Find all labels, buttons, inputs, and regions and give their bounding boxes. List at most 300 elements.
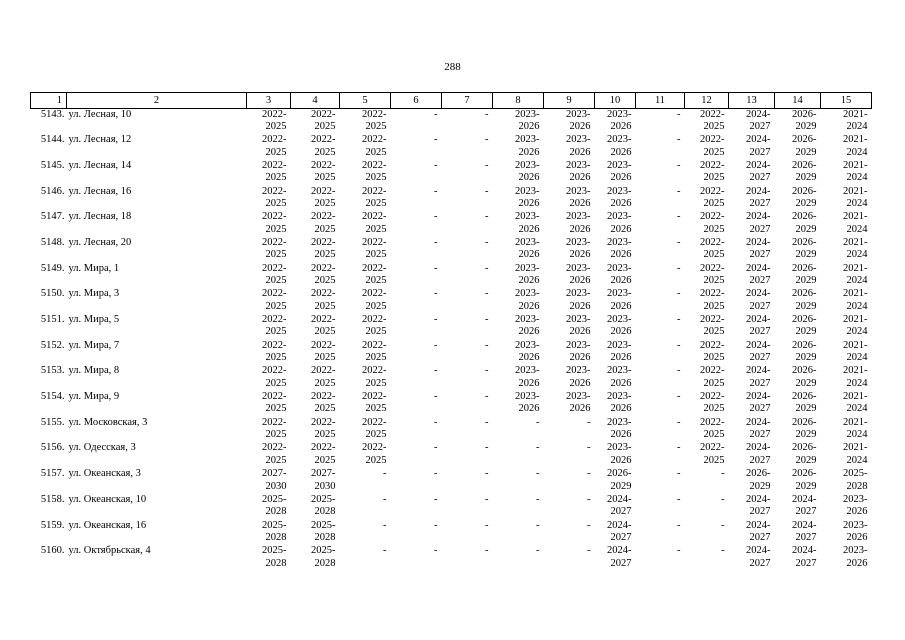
year-range-cell: - (485, 391, 489, 403)
column-header: 5 (340, 93, 391, 109)
year-range-cell: - (721, 468, 725, 480)
table-row (31, 109, 872, 135)
year-range-cell: - (536, 519, 540, 531)
address-cell: ул. Лесная, 12 (68, 134, 132, 146)
year-range-cell: 2022- 2025 (311, 288, 336, 312)
year-range-cell: 2022- 2025 (700, 365, 725, 389)
year-range-cell: 2023- 2026 (566, 236, 591, 261)
year-range-cell: - (587, 493, 591, 505)
year-range-cell: 2022- 2025 (700, 314, 725, 338)
year-range-cell: - (677, 416, 681, 428)
row-number: 5151. (40, 314, 65, 325)
year-range-cell: - (677, 339, 681, 351)
year-range-cell: 2022- 2025 (362, 288, 387, 312)
year-range-cell: 2023- 2026 (515, 288, 540, 312)
table-row (31, 468, 872, 494)
year-range-cell: 2023- 2026 (515, 159, 540, 184)
column-header: 12 (685, 93, 729, 109)
year-range-cell: 2023- 2026 (566, 339, 591, 364)
year-range-cell: 2021- 2024 (843, 262, 868, 287)
year-range-cell: 2022- 2025 (311, 109, 336, 133)
year-range-cell: 2026- 2029 (792, 442, 817, 466)
year-range-cell: 2024- 2027 (792, 493, 817, 518)
year-range-cell: - (434, 288, 438, 300)
year-range-cell: 2022- 2025 (311, 236, 336, 261)
year-range-cell: 2024- 2027 (746, 545, 771, 569)
year-range-cell: 2025- 2028 (262, 493, 287, 518)
row-number: 5156. (40, 442, 65, 454)
year-range-cell: 2021- 2024 (843, 314, 868, 338)
year-range-cell: - (587, 416, 591, 428)
year-range-cell: - (434, 416, 438, 428)
table-row (31, 134, 872, 160)
year-range-cell: 2022- 2025 (262, 134, 287, 158)
year-range-cell: 2023- 2026 (566, 391, 591, 415)
year-range-cell: 2022- 2025 (262, 391, 287, 415)
year-range-cell: 2024- 2027 (792, 545, 817, 569)
year-range-cell: 2023- 2026 (607, 288, 632, 312)
schedule-table (30, 92, 872, 571)
year-range-cell: 2023- 2026 (515, 391, 540, 415)
table-row (31, 391, 872, 417)
year-range-cell: 2025- 2028 (311, 493, 336, 518)
address-cell: ул. Океанская, 16 (68, 519, 147, 531)
page-number: 288 (444, 61, 461, 73)
year-range-cell: - (485, 109, 489, 120)
year-range-cell: 2022- 2025 (700, 416, 725, 441)
year-range-cell: 2021- 2024 (843, 288, 868, 312)
year-range-cell: 2023- 2026 (515, 211, 540, 235)
year-range-cell: 2021- 2024 (843, 442, 868, 466)
year-range-cell: 2024- 2027 (746, 185, 771, 209)
row-number: 5150. (40, 288, 65, 300)
year-range-cell: 2022- 2025 (311, 185, 336, 209)
table-row (31, 340, 872, 366)
year-range-cell: 2024- 2027 (607, 519, 632, 543)
table-row (31, 211, 872, 237)
year-range-cell: - (434, 468, 438, 480)
year-range-cell: - (536, 493, 540, 505)
year-range-cell: - (485, 545, 489, 557)
year-range-cell: 2022- 2025 (262, 262, 287, 287)
year-range-cell: 2023- 2026 (607, 185, 632, 209)
year-range-cell: 2026- 2029 (792, 391, 817, 415)
year-range-cell: - (677, 468, 681, 480)
row-number: 5148. (40, 236, 65, 248)
column-header: 6 (391, 93, 442, 109)
column-header: 8 (493, 93, 544, 109)
year-range-cell: - (485, 159, 489, 171)
row-number: 5152. (40, 339, 65, 351)
table-row (31, 186, 872, 212)
year-range-cell: - (383, 519, 387, 531)
year-range-cell: 2021- 2024 (843, 236, 868, 261)
year-range-cell: 2026- 2029 (792, 134, 817, 158)
table-row (31, 160, 872, 186)
year-range-cell: 2026- 2029 (792, 314, 817, 338)
year-range-cell: 2026- 2029 (792, 416, 817, 441)
year-range-cell: 2024- 2027 (746, 365, 771, 389)
year-range-cell: - (434, 236, 438, 248)
year-range-cell: 2026- 2029 (792, 339, 817, 364)
row-number: 5149. (40, 262, 65, 274)
year-range-cell: 2022- 2025 (700, 288, 725, 312)
year-range-cell: 2021- 2024 (843, 185, 868, 209)
address-cell: ул. Океанская, 3 (68, 468, 141, 480)
year-range-cell: 2024- 2027 (746, 519, 771, 543)
year-range-cell: 2023- 2026 (607, 314, 632, 338)
year-range-cell: 2022- 2025 (362, 109, 387, 133)
table-row (31, 520, 872, 546)
year-range-cell: - (536, 545, 540, 557)
year-range-cell: - (434, 134, 438, 146)
year-range-cell: 2023- 2026 (566, 134, 591, 158)
year-range-cell: 2022- 2025 (700, 442, 725, 466)
row-number: 5147. (40, 211, 65, 223)
year-range-cell: - (485, 288, 489, 300)
year-range-cell: - (434, 262, 438, 274)
table-row (31, 545, 872, 571)
year-range-cell: 2026- 2029 (792, 468, 817, 492)
year-range-cell: 2023- 2026 (515, 339, 540, 364)
year-range-cell: - (677, 262, 681, 274)
year-range-cell: - (383, 468, 387, 480)
year-range-cell: - (587, 442, 591, 454)
year-range-cell: 2022- 2025 (362, 211, 387, 235)
year-range-cell: 2024- 2027 (746, 159, 771, 184)
column-header: 7 (442, 93, 493, 109)
year-range-cell: 2022- 2025 (311, 314, 336, 338)
year-range-cell: 2021- 2024 (843, 109, 868, 133)
year-range-cell: 2024- 2027 (746, 391, 771, 415)
year-range-cell: 2027- 2030 (311, 468, 336, 492)
year-range-cell: 2022- 2025 (362, 365, 387, 389)
year-range-cell: - (587, 468, 591, 480)
year-range-cell: 2021- 2024 (843, 339, 868, 364)
year-range-cell: 2022- 2025 (262, 365, 287, 389)
year-range-cell: 2025- 2028 (262, 519, 287, 543)
year-range-cell: 2023- 2026 (515, 236, 540, 261)
year-range-cell: 2022- 2025 (262, 185, 287, 209)
year-range-cell: 2025- 2028 (311, 519, 336, 543)
year-range-cell: 2024- 2027 (746, 416, 771, 441)
year-range-cell: 2023- 2026 (515, 314, 540, 338)
year-range-cell: 2023- 2026 (566, 211, 591, 235)
year-range-cell: 2024- 2027 (746, 314, 771, 338)
year-range-cell: - (485, 442, 489, 454)
year-range-cell: - (485, 519, 489, 531)
year-range-cell: - (485, 262, 489, 274)
year-range-cell: 2024- 2027 (746, 211, 771, 235)
year-range-cell: 2026- 2029 (792, 109, 817, 133)
year-range-cell: 2022- 2025 (311, 262, 336, 287)
year-range-cell: 2022- 2025 (362, 262, 387, 287)
column-header: 15 (821, 93, 872, 109)
address-cell: ул. Мира, 9 (68, 391, 120, 403)
year-range-cell: 2023- 2026 (843, 493, 868, 518)
year-range-cell: 2024- 2027 (746, 493, 771, 518)
year-range-cell: - (677, 185, 681, 197)
address-cell: ул. Мира, 1 (68, 262, 120, 274)
year-range-cell: 2026- 2029 (792, 262, 817, 287)
year-range-cell: - (587, 545, 591, 557)
year-range-cell: 2022- 2025 (362, 159, 387, 184)
year-range-cell: 2022- 2025 (311, 339, 336, 364)
year-range-cell: - (677, 493, 681, 505)
year-range-cell: - (677, 159, 681, 171)
year-range-cell: 2022- 2025 (311, 134, 336, 158)
column-header: 11 (636, 93, 685, 109)
year-range-cell: 2024- 2027 (746, 339, 771, 364)
year-range-cell: 2024- 2027 (746, 134, 771, 158)
year-range-cell: 2022- 2025 (700, 134, 725, 158)
year-range-cell: 2021- 2024 (843, 365, 868, 389)
year-range-cell: - (721, 493, 725, 505)
year-range-cell: - (677, 442, 681, 454)
table-row (31, 237, 872, 263)
year-range-cell: 2023- 2026 (607, 365, 632, 389)
year-range-cell: 2023- 2026 (566, 288, 591, 312)
row-number: 5146. (40, 185, 65, 197)
year-range-cell: - (434, 314, 438, 325)
year-range-cell: 2022- 2025 (262, 159, 287, 184)
year-range-cell: 2023- 2026 (566, 314, 591, 338)
year-range-cell: 2023- 2026 (843, 519, 868, 543)
year-range-cell: 2022- 2025 (362, 185, 387, 209)
year-range-cell: 2022- 2025 (700, 109, 725, 133)
row-number: 5144. (40, 134, 65, 146)
year-range-cell: 2023- 2026 (607, 109, 632, 133)
year-range-cell: 2022- 2025 (362, 236, 387, 261)
year-range-cell: - (434, 442, 438, 454)
year-range-cell: 2022- 2025 (700, 262, 725, 287)
year-range-cell: 2022- 2025 (700, 159, 725, 184)
year-range-cell: 2026- 2029 (607, 468, 632, 492)
table-body (31, 109, 872, 571)
year-range-cell: 2022- 2025 (362, 416, 387, 441)
year-range-cell: 2025- 2028 (843, 468, 868, 492)
table-row (31, 365, 872, 391)
year-range-cell: 2026- 2029 (792, 185, 817, 209)
year-range-cell: - (677, 288, 681, 300)
row-number: 5158. (40, 493, 65, 505)
year-range-cell: - (677, 134, 681, 146)
year-range-cell: 2022- 2025 (700, 236, 725, 261)
address-cell: ул. Московская, 3 (68, 416, 148, 428)
address-cell: ул. Лесная, 20 (68, 236, 132, 248)
table-row (31, 417, 872, 443)
year-range-cell: - (434, 159, 438, 171)
row-number: 5159. (40, 519, 65, 531)
year-range-cell: - (485, 416, 489, 428)
year-range-cell: - (677, 391, 681, 403)
year-range-cell: 2021- 2024 (843, 416, 868, 441)
year-range-cell: 2021- 2024 (843, 391, 868, 415)
year-range-cell: 2023- 2026 (607, 262, 632, 287)
year-range-cell: 2023- 2026 (515, 365, 540, 389)
year-range-cell: 2022- 2025 (362, 442, 387, 466)
year-range-cell: - (677, 109, 681, 120)
address-cell: ул. Лесная, 18 (68, 211, 132, 223)
year-range-cell: - (485, 468, 489, 480)
year-range-cell: 2023- 2026 (566, 159, 591, 184)
year-range-cell: 2023- 2026 (607, 391, 632, 415)
year-range-cell: 2024- 2027 (607, 493, 632, 518)
year-range-cell: - (485, 493, 489, 505)
year-range-cell: 2022- 2025 (700, 339, 725, 364)
year-range-cell: 2022- 2025 (700, 185, 725, 209)
year-range-cell: 2022- 2025 (262, 288, 287, 312)
year-range-cell: 2023- 2026 (566, 365, 591, 389)
year-range-cell: 2021- 2024 (843, 134, 868, 158)
address-cell: ул. Лесная, 14 (68, 159, 132, 171)
year-range-cell: - (536, 442, 540, 454)
year-range-cell: 2024- 2027 (746, 288, 771, 312)
table-row (31, 314, 872, 340)
year-range-cell: 2023- 2026 (607, 211, 632, 235)
year-range-cell: - (677, 545, 681, 557)
year-range-cell: 2023- 2026 (515, 185, 540, 209)
year-range-cell: 2025- 2028 (262, 545, 287, 569)
year-range-cell: 2022- 2025 (262, 211, 287, 235)
column-header: 9 (544, 93, 595, 109)
row-number: 5157. (40, 468, 65, 480)
year-range-cell: 2022- 2025 (311, 391, 336, 415)
year-range-cell: - (677, 519, 681, 531)
year-range-cell: 2022- 2025 (262, 236, 287, 261)
year-range-cell: - (677, 365, 681, 377)
row-number: 5153. (40, 365, 65, 377)
address-cell: ул. Одесская, 3 (68, 442, 136, 454)
year-range-cell: - (536, 468, 540, 480)
year-range-cell: - (434, 109, 438, 120)
year-range-cell: 2022- 2025 (311, 211, 336, 235)
table-row (31, 442, 872, 468)
year-range-cell: 2023- 2026 (515, 262, 540, 287)
year-range-cell: 2022- 2025 (262, 109, 287, 133)
year-range-cell: 2023- 2026 (607, 339, 632, 364)
year-range-cell: 2022- 2025 (311, 159, 336, 184)
year-range-cell: 2023- 2026 (515, 134, 540, 158)
column-header: 1 (31, 93, 67, 109)
row-number: 5160. (40, 545, 65, 557)
year-range-cell: 2023- 2026 (607, 134, 632, 158)
address-cell: ул. Мира, 3 (68, 288, 120, 300)
year-range-cell: 2022- 2025 (262, 442, 287, 466)
year-range-cell: - (434, 493, 438, 505)
year-range-cell: 2026- 2029 (792, 288, 817, 312)
year-range-cell: 2024- 2027 (746, 236, 771, 261)
year-range-cell: 2023- 2026 (566, 109, 591, 133)
year-range-cell: 2021- 2024 (843, 159, 868, 184)
column-header: 4 (291, 93, 340, 109)
year-range-cell: 2026- 2029 (792, 236, 817, 261)
column-header: 3 (247, 93, 291, 109)
year-range-cell: 2023- 2026 (607, 236, 632, 261)
year-range-cell: 2022- 2025 (311, 365, 336, 389)
year-range-cell: 2022- 2025 (362, 314, 387, 338)
year-range-cell: 2026- 2029 (792, 211, 817, 235)
column-number-header-row (31, 93, 872, 109)
year-range-cell: 2024- 2027 (607, 545, 632, 569)
year-range-cell: 2023- 2026 (607, 442, 632, 466)
year-range-cell: 2022- 2025 (700, 391, 725, 415)
year-range-cell: - (434, 391, 438, 403)
year-range-cell: 2023- 2026 (607, 416, 632, 441)
address-cell: ул. Мира, 5 (68, 314, 120, 325)
column-header: 14 (775, 93, 821, 109)
year-range-cell: - (434, 545, 438, 557)
year-range-cell: - (677, 314, 681, 325)
year-range-cell: - (536, 416, 540, 428)
year-range-cell: 2022- 2025 (311, 416, 336, 441)
year-range-cell: 2023- 2026 (566, 185, 591, 209)
year-range-cell: 2021- 2024 (843, 211, 868, 235)
row-number: 5154. (40, 391, 65, 403)
address-cell: ул. Лесная, 10 (68, 109, 132, 120)
year-range-cell: 2027- 2030 (262, 468, 287, 492)
year-range-cell: - (434, 211, 438, 223)
year-range-cell: - (485, 211, 489, 223)
year-range-cell: 2024- 2027 (746, 109, 771, 133)
year-range-cell: - (485, 134, 489, 146)
address-cell: ул. Мира, 7 (68, 339, 120, 351)
row-number: 5143. (40, 109, 65, 120)
year-range-cell: 2022- 2025 (262, 339, 287, 364)
year-range-cell: 2022- 2025 (262, 314, 287, 338)
year-range-cell: - (434, 365, 438, 377)
row-number: 5145. (40, 159, 65, 171)
table-row (31, 263, 872, 289)
column-header: 2 (67, 93, 247, 109)
year-range-cell: 2026- 2029 (792, 159, 817, 184)
year-range-cell: - (485, 314, 489, 325)
year-range-cell: - (587, 519, 591, 531)
year-range-cell: - (485, 365, 489, 377)
year-range-cell: 2022- 2025 (262, 416, 287, 441)
table-row (31, 494, 872, 520)
year-range-cell: 2024- 2027 (792, 519, 817, 543)
year-range-cell: - (485, 236, 489, 248)
column-header: 13 (729, 93, 775, 109)
year-range-cell: 2023- 2026 (843, 545, 868, 569)
year-range-cell: - (721, 545, 725, 557)
year-range-cell: 2022- 2025 (700, 211, 725, 235)
year-range-cell: 2023- 2026 (515, 109, 540, 133)
year-range-cell: 2023- 2026 (566, 262, 591, 287)
year-range-cell: - (434, 185, 438, 197)
address-cell: ул. Лесная, 16 (68, 185, 132, 197)
year-range-cell: 2022- 2025 (362, 391, 387, 415)
row-number: 5155. (40, 416, 65, 428)
column-header: 10 (595, 93, 636, 109)
year-range-cell: 2022- 2025 (311, 442, 336, 466)
year-range-cell: 2024- 2027 (746, 442, 771, 466)
year-range-cell: - (383, 545, 387, 557)
year-range-cell: - (434, 339, 438, 351)
year-range-cell: - (721, 519, 725, 531)
year-range-cell: 2026- 2029 (746, 468, 771, 492)
year-range-cell: - (485, 185, 489, 197)
year-range-cell: - (677, 211, 681, 223)
year-range-cell: 2023- 2026 (607, 159, 632, 184)
year-range-cell: - (383, 493, 387, 505)
year-range-cell: - (434, 519, 438, 531)
year-range-cell: - (677, 236, 681, 248)
year-range-cell: 2025- 2028 (311, 545, 336, 569)
year-range-cell: 2026- 2029 (792, 365, 817, 389)
year-range-cell: 2022- 2025 (362, 134, 387, 158)
